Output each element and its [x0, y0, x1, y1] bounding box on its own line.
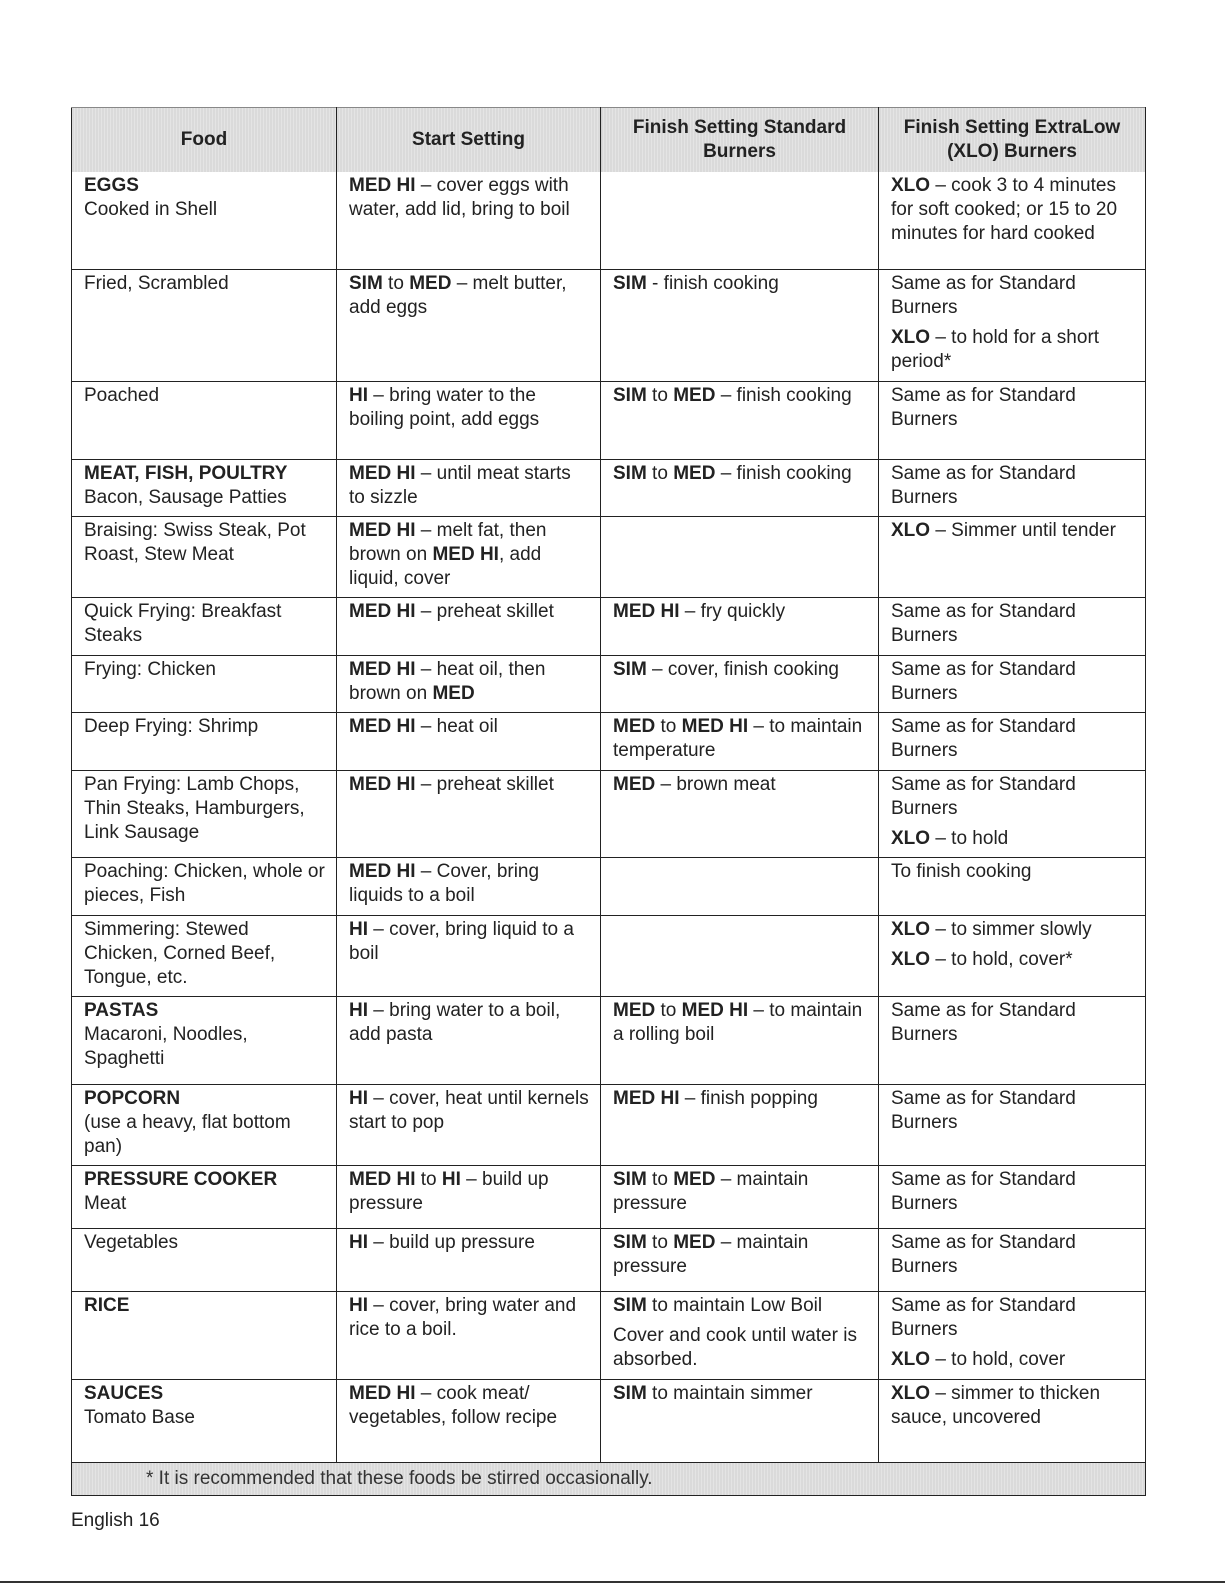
- finish-standard-cell: [601, 996, 879, 1084]
- cell-text: – build up pressure: [368, 1231, 535, 1253]
- cell-text: Cover and cook until water is absorbed.: [613, 1324, 857, 1370]
- finish-standard-cell: [601, 381, 879, 459]
- start-setting-cell: [337, 459, 601, 516]
- setting-keyword: MED HI: [432, 543, 499, 565]
- finish-standard-cell: [601, 1228, 879, 1291]
- cell-text: Same as for Standard Burners: [891, 1231, 1076, 1277]
- start-setting-cell: [337, 172, 601, 269]
- cell-text: Same as for Standard Burners: [891, 715, 1076, 761]
- setting-keyword: XLO: [891, 326, 931, 348]
- cell-text: Poaching: Chicken, whole or pieces, Fish: [84, 860, 325, 906]
- finish-standard-cell: [601, 712, 879, 770]
- table-row: [72, 915, 1146, 996]
- setting-keyword: XLO: [891, 827, 931, 849]
- cell-text: – brown meat: [655, 773, 776, 795]
- setting-keyword: MED HI: [349, 860, 416, 882]
- setting-keyword: HI: [349, 1231, 368, 1253]
- cell-text: Bacon, Sausage Patties: [84, 486, 287, 508]
- cell-text: to: [646, 384, 674, 406]
- finish-standard-cell: [601, 1379, 879, 1462]
- cell-text: To finish cooking: [891, 860, 1032, 882]
- header-finish-standard: Finish Setting Standard Burners: [601, 108, 879, 173]
- setting-keyword: SIM: [613, 462, 647, 484]
- table-row: [72, 1291, 1146, 1379]
- food-cell: [72, 1084, 337, 1165]
- setting-keyword: MED: [613, 999, 656, 1021]
- cell-text: – to maintain temperature: [613, 715, 863, 761]
- food-cell: [72, 915, 337, 996]
- setting-keyword: MED HI: [349, 1382, 416, 1404]
- cell-text: – melt fat, then brown on: [349, 519, 547, 565]
- table-row: [72, 712, 1146, 770]
- cell-text: – finish popping: [679, 1087, 818, 1109]
- cell-text: Braising: Swiss Steak, Pot Roast, Stew Meat: [84, 519, 306, 565]
- cell-text: Quick Frying: Breakfast Steaks: [84, 600, 282, 646]
- food-cell: [72, 857, 337, 915]
- cell-text: to maintain simmer: [646, 1382, 813, 1404]
- cell-text: Same as for Standard Burners: [891, 999, 1076, 1045]
- header-food: Food: [72, 108, 337, 173]
- start-setting-cell: [337, 516, 601, 597]
- setting-keyword: XLO: [891, 1348, 931, 1370]
- setting-keyword: XLO: [891, 948, 931, 970]
- food-cell: [72, 516, 337, 597]
- bottom-rule: [0, 1581, 1225, 1583]
- setting-keyword: SIM: [613, 1168, 647, 1190]
- cell-text: – to hold for a short period*: [891, 326, 1100, 372]
- cell-text: – cook 3 to 4 minutes for soft cooked; or 15 to 20 minutes for hard cooked: [891, 175, 1118, 244]
- cell-text: – cover, bring water and rice to a boil.: [349, 1294, 577, 1340]
- finish-standard-cell: [601, 269, 879, 381]
- table-row: [72, 516, 1146, 597]
- cell-text: to: [655, 715, 682, 737]
- start-setting-cell: [337, 1084, 601, 1165]
- table-row: [72, 1379, 1146, 1462]
- cell-text: – to hold: [930, 827, 1009, 849]
- cell-text: Fried, Scrambled: [84, 272, 229, 294]
- setting-keyword: MED: [673, 1168, 716, 1190]
- setting-keyword: SIM: [613, 1382, 647, 1404]
- start-setting-cell: [337, 712, 601, 770]
- finish-xlo-cell: [879, 770, 1146, 857]
- cell-second-line: [891, 326, 1134, 374]
- finish-standard-cell: [601, 1165, 879, 1228]
- setting-keyword: MED: [673, 1231, 716, 1253]
- finish-xlo-cell: [879, 459, 1146, 516]
- cell-text: Same as for Standard Burners: [891, 773, 1076, 819]
- start-setting-cell: [337, 857, 601, 915]
- cell-text: – melt butter, add eggs: [349, 272, 567, 318]
- finish-standard-cell: [601, 597, 879, 655]
- footnote: * It is recommended that these foods be stirred occasionally.: [72, 1462, 1146, 1495]
- food-cell: [72, 172, 337, 269]
- finish-xlo-cell: [879, 996, 1146, 1084]
- cell-text: Same as for Standard Burners: [891, 600, 1076, 646]
- finish-standard-cell: [601, 857, 879, 915]
- setting-keyword: SAUCES: [84, 1382, 164, 1404]
- setting-keyword: SIM: [613, 658, 647, 680]
- finish-xlo-cell: [879, 1228, 1146, 1291]
- start-setting-cell: [337, 1165, 601, 1228]
- cell-text: Same as for Standard Burners: [891, 1087, 1076, 1133]
- cell-text: – build up pressure: [349, 1168, 549, 1214]
- setting-keyword: MEAT, FISH, POULTRY: [84, 462, 288, 484]
- setting-keyword: SIM: [613, 1231, 647, 1253]
- setting-keyword: XLO: [891, 1382, 931, 1404]
- setting-keyword: EGGS: [84, 175, 139, 196]
- cell-second-line: [613, 1324, 867, 1372]
- setting-keyword: XLO: [891, 519, 931, 541]
- table-row: [72, 770, 1146, 857]
- food-cell: [72, 459, 337, 516]
- start-setting-cell: [337, 655, 601, 712]
- food-cell: [72, 381, 337, 459]
- cell-text: Same as for Standard Burners: [891, 1294, 1076, 1340]
- table-body: [72, 172, 1146, 1462]
- setting-keyword: MED HI: [613, 600, 680, 622]
- finish-xlo-cell: [879, 269, 1146, 381]
- table-row: [72, 1084, 1146, 1165]
- food-cell: [72, 996, 337, 1084]
- footnote-row: [72, 1462, 1146, 1495]
- food-cell: [72, 597, 337, 655]
- start-setting-cell: [337, 1379, 601, 1462]
- setting-keyword: MED: [673, 462, 716, 484]
- setting-keyword: MED HI: [349, 1168, 416, 1190]
- setting-keyword: MED HI: [681, 715, 749, 737]
- cell-text: – until meat starts to sizzle: [349, 462, 571, 508]
- setting-keyword: MED: [613, 773, 656, 795]
- food-cell: [72, 770, 337, 857]
- table-row: [72, 381, 1146, 459]
- cell-text: Frying: Chicken: [84, 658, 216, 680]
- cell-text: to: [646, 1231, 674, 1253]
- setting-keyword: POPCORN: [84, 1087, 181, 1109]
- food-cell: [72, 269, 337, 381]
- cell-text: Simmering: Stewed Chicken, Corned Beef, Tongue, etc.: [84, 918, 276, 988]
- header-finish-xlo: Finish Setting ExtraLow (XLO) Burners: [879, 108, 1146, 173]
- table-row: [72, 1228, 1146, 1291]
- setting-keyword: MED HI: [349, 462, 416, 484]
- cell-text: – maintain pressure: [613, 1168, 809, 1214]
- setting-keyword: XLO: [891, 918, 931, 940]
- start-setting-cell: [337, 597, 601, 655]
- finish-xlo-cell: [879, 915, 1146, 996]
- finish-xlo-cell: [879, 1379, 1146, 1462]
- setting-keyword: PASTAS: [84, 999, 159, 1021]
- food-cell: [72, 1379, 337, 1462]
- start-setting-cell: [337, 381, 601, 459]
- cell-second-line: [891, 827, 1134, 851]
- cell-text: – cover eggs with water, add lid, bring to boil: [349, 175, 570, 220]
- table-header-row: [72, 108, 1146, 173]
- cell-text: Poached: [84, 384, 160, 406]
- cell-text: – maintain pressure: [613, 1231, 809, 1277]
- setting-keyword: MED HI: [349, 773, 416, 795]
- finish-standard-cell: [601, 1084, 879, 1165]
- cell-text: Vegetables: [84, 1231, 179, 1253]
- food-cell: [72, 1165, 337, 1228]
- cell-text: Same as for Standard Burners: [891, 658, 1076, 704]
- cell-text: – Cover, bring liquids to a boil: [349, 860, 540, 906]
- setting-keyword: XLO: [891, 175, 931, 196]
- cooking-chart-table: [71, 107, 1146, 1496]
- setting-keyword: MED HI: [613, 1087, 680, 1109]
- cell-text: to: [655, 999, 682, 1021]
- cell-text: Meat: [84, 1192, 127, 1214]
- table-row: [72, 857, 1146, 915]
- setting-keyword: PRESSURE COOKER: [84, 1168, 278, 1190]
- food-cell: [72, 712, 337, 770]
- finish-xlo-cell: [879, 857, 1146, 915]
- setting-keyword: MED HI: [349, 600, 416, 622]
- finish-xlo-cell: [879, 381, 1146, 459]
- cell-text: to: [415, 1168, 442, 1190]
- setting-keyword: MED HI: [349, 658, 416, 680]
- start-setting-cell: [337, 1291, 601, 1379]
- cell-text: – cover, finish cooking: [646, 658, 839, 680]
- finish-standard-cell: [601, 1291, 879, 1379]
- finish-standard-cell: [601, 459, 879, 516]
- cell-text: – heat oil, then brown on: [349, 658, 546, 704]
- setting-keyword: MED HI: [349, 175, 416, 196]
- cell-text: (use a heavy, flat bottom pan): [84, 1111, 291, 1157]
- cell-text: – finish cooking: [715, 462, 852, 484]
- cell-text: Deep Frying: Shrimp: [84, 715, 259, 737]
- table-row: [72, 996, 1146, 1084]
- cell-text: – finish cooking: [715, 384, 852, 406]
- finish-standard-cell: [601, 770, 879, 857]
- food-cell: [72, 1228, 337, 1291]
- cell-text: Same as for Standard Burners: [891, 384, 1076, 430]
- cell-text: – fry quickly: [679, 600, 786, 622]
- setting-keyword: HI: [349, 1087, 368, 1109]
- cell-text: – preheat skillet: [415, 600, 554, 622]
- setting-keyword: SIM: [349, 272, 383, 294]
- setting-keyword: MED: [409, 272, 452, 294]
- cell-second-line: [891, 948, 1134, 972]
- setting-keyword: HI: [349, 1294, 368, 1316]
- cell-text: Cooked in Shell: [84, 199, 218, 220]
- cell-text: – cover, heat until kernels start to pop: [349, 1087, 589, 1133]
- setting-keyword: SIM: [613, 1294, 647, 1316]
- cell-text: Pan Frying: Lamb Chops, Thin Steaks, Hamburgers, Link Sausage: [84, 773, 305, 843]
- setting-keyword: MED HI: [349, 519, 416, 541]
- cell-text: – preheat skillet: [415, 773, 554, 795]
- setting-keyword: MED HI: [349, 715, 416, 737]
- cell-text: – to simmer slowly: [930, 918, 1092, 940]
- table-row: [72, 269, 1146, 381]
- cell-text: Tomato Base: [84, 1406, 195, 1428]
- start-setting-cell: [337, 770, 601, 857]
- cell-text: Same as for Standard Burners: [891, 462, 1076, 508]
- cell-text: to: [382, 272, 410, 294]
- cell-text: to maintain Low Boil: [646, 1294, 823, 1316]
- finish-standard-cell: [601, 915, 879, 996]
- setting-keyword: HI: [349, 999, 368, 1021]
- setting-keyword: MED HI: [681, 999, 749, 1021]
- setting-keyword: SIM: [613, 384, 647, 406]
- cell-text: – cook meat/ vegetables, follow recipe: [349, 1382, 558, 1428]
- start-setting-cell: [337, 996, 601, 1084]
- setting-keyword: SIM: [613, 272, 647, 294]
- header-start-setting: Start Setting: [337, 108, 601, 173]
- start-setting-cell: [337, 269, 601, 381]
- cell-text: , add liquid, cover: [349, 543, 542, 589]
- finish-xlo-cell: [879, 712, 1146, 770]
- setting-keyword: RICE: [84, 1294, 130, 1316]
- setting-keyword: HI: [349, 384, 368, 406]
- finish-xlo-cell: [879, 1291, 1146, 1379]
- cell-text: – simmer to thicken sauce, uncovered: [891, 1382, 1101, 1428]
- table-row: [72, 459, 1146, 516]
- cell-text: – to hold, cover*: [930, 948, 1073, 970]
- food-cell: [72, 655, 337, 712]
- finish-standard-cell: [601, 516, 879, 597]
- finish-xlo-cell: [879, 1165, 1146, 1228]
- cell-text: – heat oil: [415, 715, 498, 737]
- food-cell: [72, 1291, 337, 1379]
- start-setting-cell: [337, 1228, 601, 1291]
- cell-text: – Simmer until tender: [930, 519, 1116, 541]
- setting-keyword: MED: [673, 384, 716, 406]
- cell-text: – to maintain a rolling boil: [613, 999, 863, 1045]
- table-row: [72, 597, 1146, 655]
- cell-text: – cover, bring liquid to a boil: [349, 918, 574, 964]
- table-row: [72, 172, 1146, 269]
- setting-keyword: MED: [432, 682, 475, 704]
- cell-text: Same as for Standard Burners: [891, 1168, 1076, 1214]
- cell-second-line: [891, 1348, 1134, 1372]
- finish-standard-cell: [601, 655, 879, 712]
- cell-text: Same as for Standard Burners: [891, 272, 1076, 318]
- cell-text: – bring water to the boiling point, add eggs: [349, 384, 540, 430]
- setting-keyword: HI: [349, 918, 368, 940]
- finish-xlo-cell: [879, 172, 1146, 269]
- table-row: [72, 655, 1146, 712]
- setting-keyword: MED: [613, 715, 656, 737]
- finish-xlo-cell: [879, 655, 1146, 712]
- finish-xlo-cell: [879, 516, 1146, 597]
- cell-text: to: [646, 462, 674, 484]
- table-row: [72, 1165, 1146, 1228]
- finish-xlo-cell: [879, 597, 1146, 655]
- cell-text: Macaroni, Noodles, Spaghetti: [84, 1023, 248, 1069]
- setting-keyword: HI: [441, 1168, 461, 1190]
- cell-text: - finish cooking: [646, 272, 779, 294]
- finish-standard-cell: [601, 172, 879, 269]
- cell-text: – to hold, cover: [930, 1348, 1066, 1370]
- cell-text: – bring water to a boil, add pasta: [349, 999, 561, 1045]
- page-number: English 16: [71, 1510, 160, 1531]
- start-setting-cell: [337, 915, 601, 996]
- finish-xlo-cell: [879, 1084, 1146, 1165]
- cell-text: to: [646, 1168, 674, 1190]
